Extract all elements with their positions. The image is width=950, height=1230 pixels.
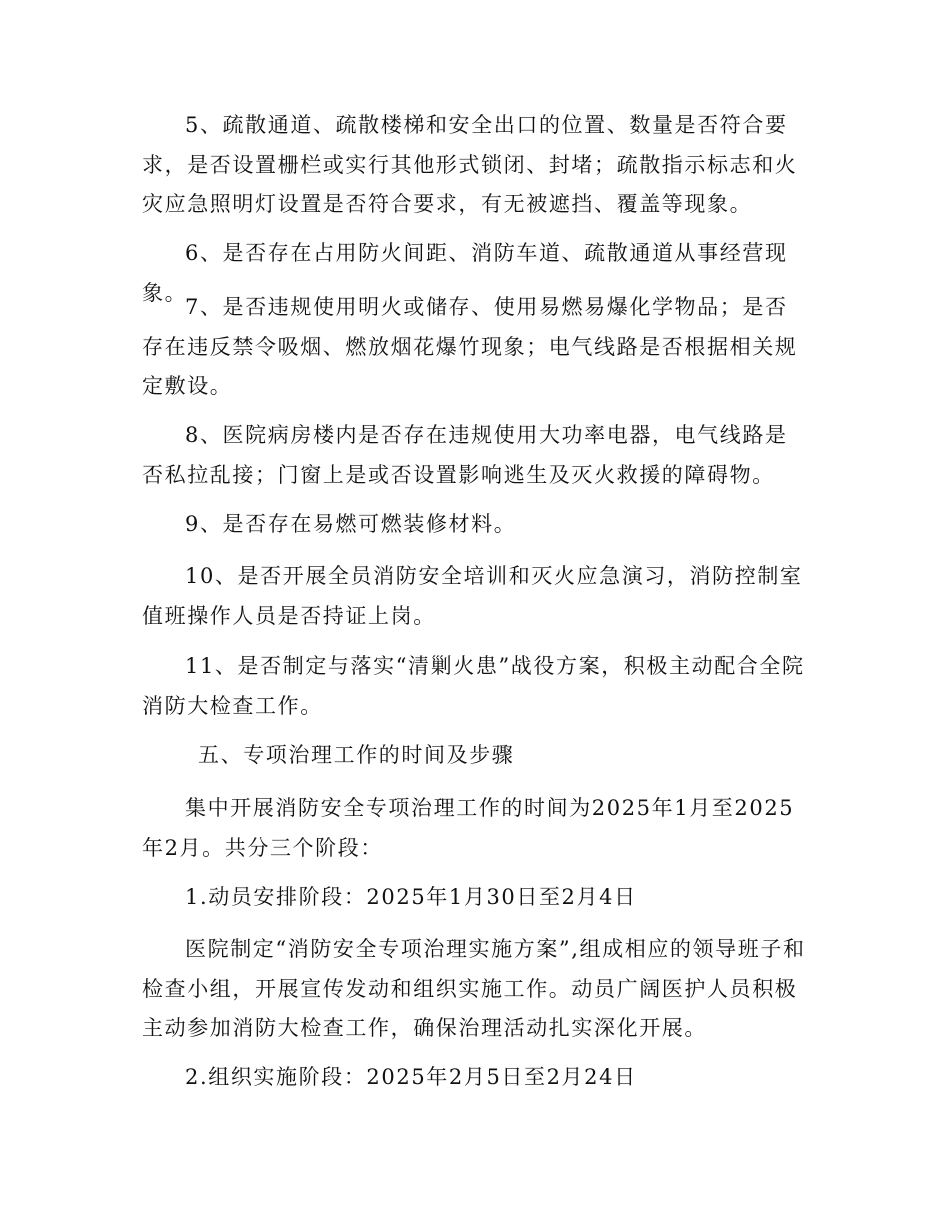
phase-2-heading: 2.组织实施阶段：2025年2月5日至2月24日: [185, 1065, 637, 1089]
item-9-flammable-materials: 9、是否存在易燃可燃装修材料。: [185, 512, 517, 536]
item-5-evacuation-routes: 5、疏散通道、疏散楼梯和安全出口的位置、数量是否符合要求，是否设置栅栏或实行其他形式锁闭、封堵；疏散指示标志和火灾应急照明灯设置是否符合要求，有无被遮挡、覆盖等现象。: [142, 113, 798, 216]
item-11-campaign-plan: 11、是否制定与落实“清剿火患”战役方案，积极主动配合全院消防大检查工作。: [142, 654, 805, 718]
item-6-occupied-fire-lanes: 6、是否存在占用防火间距、消防车道、疏散通道从事经营现象。: [142, 241, 788, 305]
schedule-overview: 集中开展消防安全专项治理工作的时间为2025年1月至2025年2月。共分三个阶段：: [142, 796, 795, 860]
item-10-training-and-drills: 10、是否开展全员消防安全培训和灭火应急演习，消防控制室值班操作人员是否持证上岗。: [142, 564, 803, 628]
phase-1-description: 医院制定“消防安全专项治理实施方案”,组成相应的领导班子和检查小组，开展宣传发动和组织实施工作。动员广阔医护人员积极主动参加消防大检查工作，确保治理活动扎实深化开展。: [142, 937, 806, 1040]
item-7-open-flame-and-wiring: 7、是否违规使用明火或储存、使用易燃易爆化学物品；是否存在违反禁令吸烟、燃放烟花爆竹现象；电气线路是否根据相关规定敷设。: [142, 295, 798, 398]
item-8-ward-electrical-appliances: 8、医院病房楼内是否存在违规使用大功率电器，电气线路是否私拉乱接；门窗上是或否设置影响逃生及灭火救援的障碍物。: [142, 423, 788, 487]
section-5-heading: 五、专项治理工作的时间及步骤: [198, 743, 515, 767]
phase-1-heading: 1.动员安排阶段：2025年1月30日至2月4日: [185, 885, 637, 909]
